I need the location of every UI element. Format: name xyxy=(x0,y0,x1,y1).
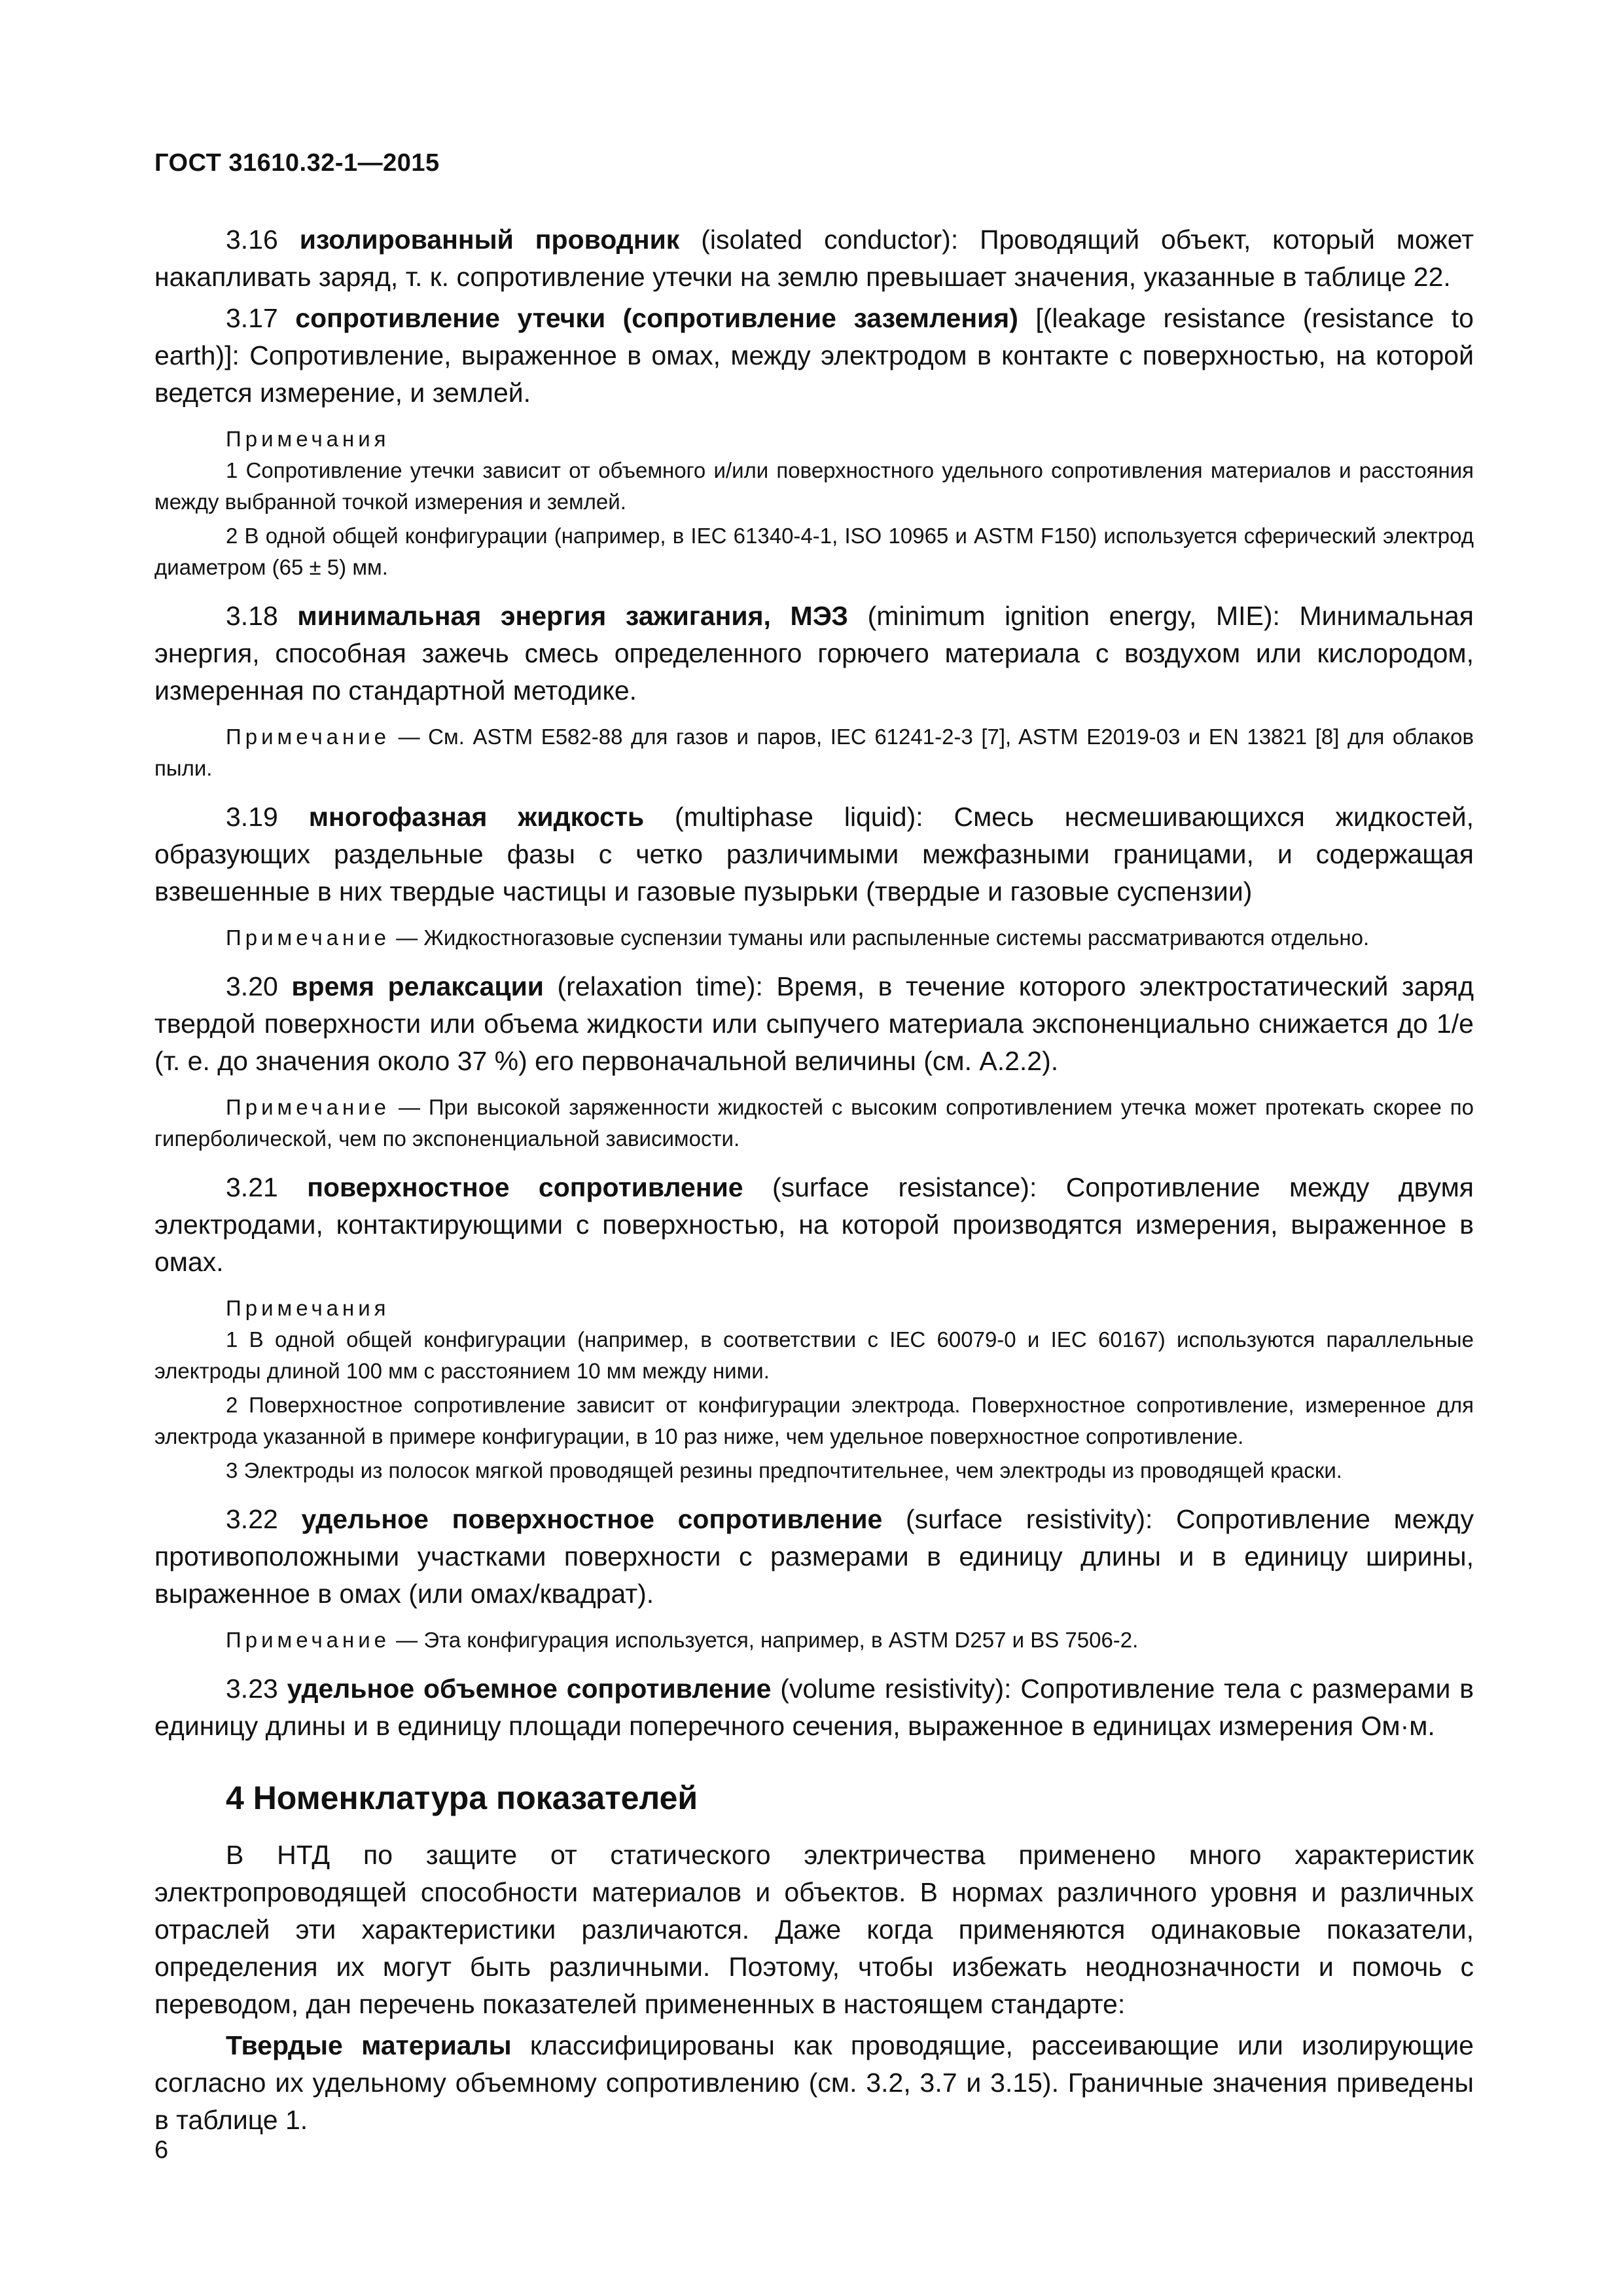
term-3-16 xyxy=(154,221,1474,296)
note-text: — При высокой заряженности жидкостей с высоким сопротивлением утечка может протекать скорее по гиперболической, чем по экспоненциальной зависимости. xyxy=(154,1095,1474,1151)
paragraph-text: классифицированы как проводящие, рассеивающие или изолирующие согласно их удельному объемному сопротивлению (см. 3.2, 3.7 и 3.15). Граничные значения приведены в таблице 1. xyxy=(154,2030,1474,2135)
term-name: минимальная энергия зажигания, МЭЗ xyxy=(297,601,849,631)
note-item xyxy=(154,1624,1474,1656)
term-definition: [(leakage resistance (resistance to earth)]: Сопротивление, выраженное в омах, между электродом в контакте с поверхностью, на которой ведется измерение, и землей. xyxy=(154,303,1474,408)
document-body xyxy=(154,221,1474,2143)
term-name: удельное поверхностное сопротивление xyxy=(301,1504,883,1534)
note-item: 1 В одной общей конфигурации (например, в соответствии с IEC 60079-0 и IEC 60167) используются параллельные электроды длиной 100 мм с расстоянием 10 мм между ними. xyxy=(154,1327,1474,1383)
section-paragraph: В НТД по защите от статического электричества применено много характеристик электропроводящей способности материалов и объектов. В нормах различного уровня и различных отраслей эти характеристики различаются. Даже когда применяются одинаковые показатели, определения их могут быть различными. Поэтому, чтобы избежать неоднозначности и помочь с переводом, дан перечень показателей примененных в настоящем стандарте: xyxy=(154,1840,1474,2019)
note-label: Примечание xyxy=(226,1628,391,1652)
note-label: Примечание xyxy=(226,1095,391,1119)
note-3-19 xyxy=(154,922,1474,954)
term-3-19 xyxy=(154,798,1474,910)
note-item: 2 В одной общей конфигурации (например, в IEC 61340-4-1, ISO 10965 и ASTM F150) используется сферический электрод диаметром (65 ± 5) мм. xyxy=(154,524,1474,579)
term-3-21 xyxy=(154,1169,1474,1281)
note-text: — Эта конфигурация используется, например, в ASTM D257 и BS 7506-2. xyxy=(390,1628,1139,1652)
clause-number: 3.23 xyxy=(226,1674,278,1704)
note-item: 2 Поверхностное сопротивление зависит от конфигурации электрода. Поверхностное сопротивление, измеренное для электрода указанной в примере конфигурации, в 10 раз ниже, чем удельное поверхностное сопротивление. xyxy=(154,1393,1474,1448)
term-definition: (relaxation time): Время, в течение которого электростатический заряд твердой поверхности или объема жидкости или сыпучего материала экспоненциально снижается до 1/е (т. е. до значения около 37 %) его первоначальной величины (см. А.2.2). xyxy=(154,971,1474,1076)
term-name: время релаксации xyxy=(291,971,544,1001)
term-name: поверхностное сопротивление xyxy=(307,1172,743,1202)
note-label: Примечание xyxy=(226,925,391,950)
term-definition: (isolated conductor): Проводящий объект, который может накапливать заряд, т. к. сопротивление утечки на землю превышает значения, указанные в таблице 22. xyxy=(154,224,1474,292)
note-text: — См. ASTM E582-88 для газов и паров, IEC 61241-2-3 [7], ASTM E2019-03 и EN 13821 [8] для облаков пыли. xyxy=(154,725,1474,780)
term-3-17 xyxy=(154,300,1474,412)
section-paragraph xyxy=(154,2027,1474,2139)
term-definition: (minimum ignition energy, MIE): Минимальная энергия, способная зажечь смесь определенного горючего материала с воздухом или кислородом, измеренная по стандартной методике. xyxy=(154,601,1474,706)
note-item xyxy=(154,922,1474,954)
note-3-20 xyxy=(154,1092,1474,1155)
clause-number: 3.22 xyxy=(226,1504,278,1534)
clause-number: 3.18 xyxy=(226,601,278,631)
clause-number: 3.17 xyxy=(226,303,278,333)
term-definition: (multiphase liquid): Смесь несмешивающихся жидкостей, образующих раздельные фазы с четко различимыми межфазными границами, и содержащая взвешенные в них твердые частицы и газовые пузырьки (твердые и газовые суспензии) xyxy=(154,802,1474,906)
note-3-18 xyxy=(154,721,1474,784)
term-definition: (surface resistance): Сопротивление между двумя электродами, контактирующими с поверхностью, на которой производятся измерения, выраженное в омах. xyxy=(154,1172,1474,1277)
notes-3-21 xyxy=(154,1293,1474,1486)
note-item xyxy=(154,1092,1474,1155)
term-definition: (volume resistivity): Сопротивление тела с размерами в единицу длины и в единицу площади поперечного сечения, выраженное в единицах измерения Ом·м. xyxy=(154,1674,1474,1741)
term-3-20 xyxy=(154,968,1474,1080)
note-label: Примечание xyxy=(226,725,391,749)
term-name: Твердые материалы xyxy=(226,2030,512,2060)
note-item: 3 Электроды из полосок мягкой проводящей резины предпочтительнее, чем электроды из проводящей краски. xyxy=(226,1458,1342,1482)
term-definition: (surface resistivity): Сопротивление между противоположными участками поверхности с размерами в единицу длины и в единицу ширины, выраженное в омах (или омах/квадрат). xyxy=(154,1504,1474,1609)
term-name: удельное объемное сопротивление xyxy=(287,1674,772,1704)
clause-number: 3.20 xyxy=(226,971,278,1001)
notes-3-17 xyxy=(154,423,1474,583)
clause-number: 3.21 xyxy=(226,1172,278,1202)
notes-heading: Примечания xyxy=(226,427,390,451)
notes-heading: Примечания xyxy=(226,1296,390,1320)
page-number: 6 xyxy=(154,2136,169,2164)
section-heading: 4 Номенклатура показателей xyxy=(226,1780,698,1816)
document-header: ГОСТ 31610.32-1—2015 xyxy=(154,149,440,177)
clause-number: 3.16 xyxy=(226,224,278,255)
clause-number: 3.19 xyxy=(226,802,278,832)
term-name: изолированный проводник xyxy=(299,224,680,255)
term-3-23 xyxy=(154,1670,1474,1745)
note-text: — Жидкостногазовые суспензии туманы или распыленные системы рассматриваются отдельно. xyxy=(390,925,1370,950)
note-3-22 xyxy=(154,1624,1474,1656)
note-item: 1 Сопротивление утечки зависит от объемного и/или поверхностного удельного сопротивления материалов и расстояния между выбранной точкой измерения и землей. xyxy=(154,458,1474,514)
term-3-18 xyxy=(154,598,1474,709)
term-name: сопротивление утечки (сопротивление заземления) xyxy=(295,303,1018,333)
term-name: многофазная жидкость xyxy=(308,802,645,832)
term-3-22 xyxy=(154,1501,1474,1613)
note-item xyxy=(154,721,1474,784)
